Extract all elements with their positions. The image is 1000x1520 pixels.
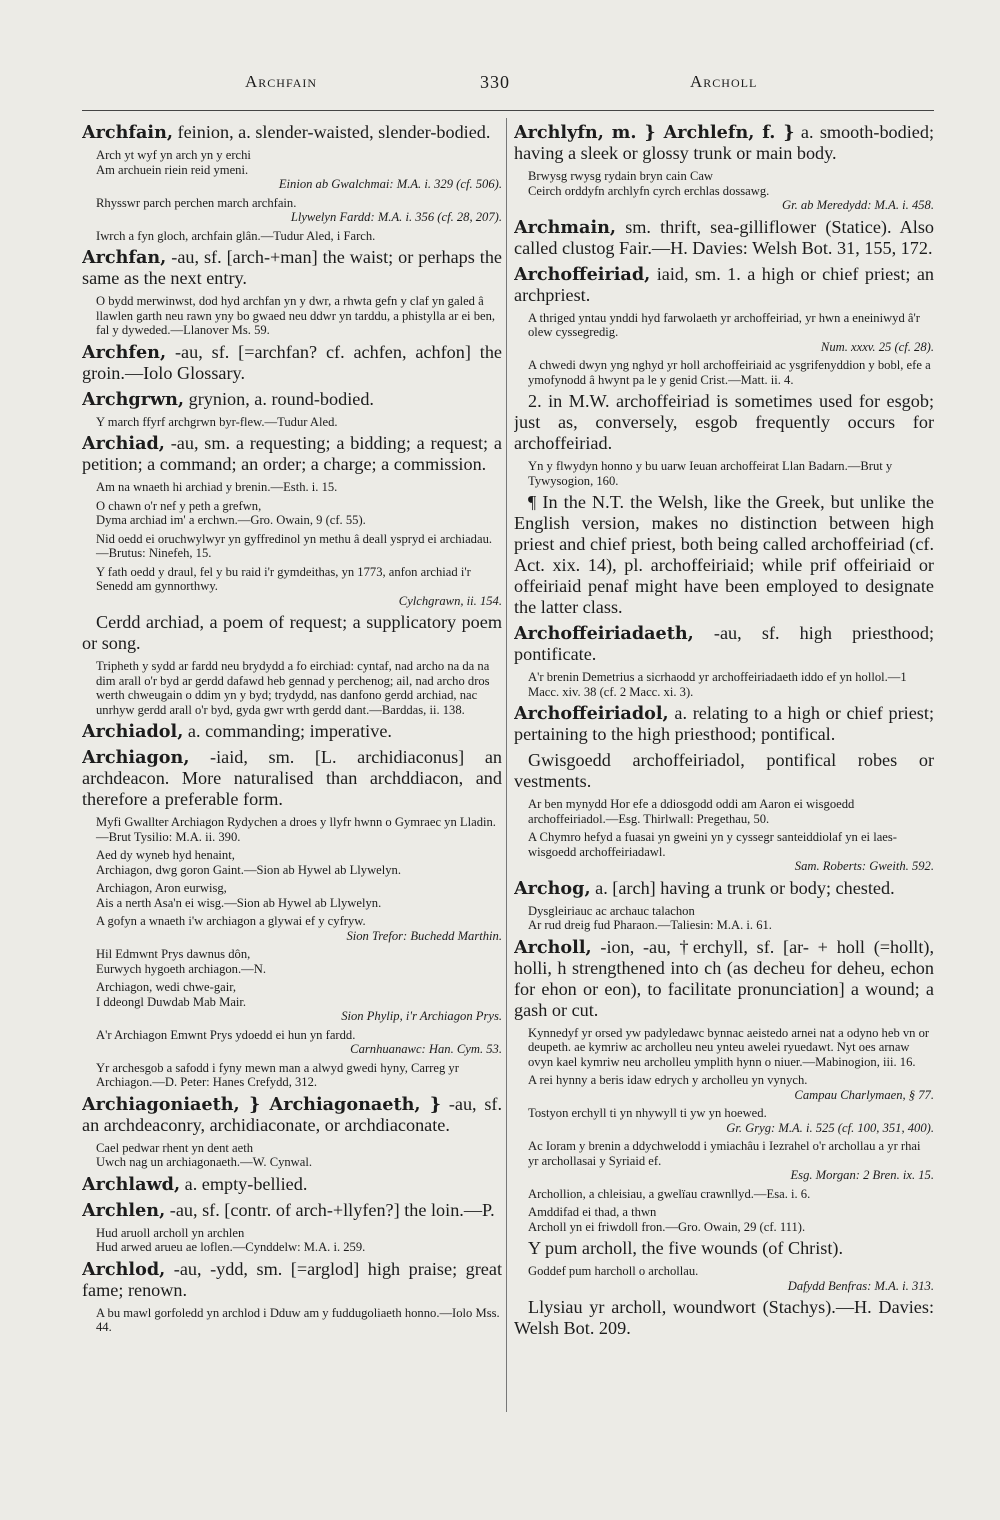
citation [96,848,502,877]
citation-line: A'r Archiagon Emwnt Prys ydoedd ei hun yn fardd. [96,1027,356,1042]
citation [96,1061,502,1090]
citation-line: Archiagon, wedi chwe-gair, [96,980,237,994]
citation-line: Myfi Gwallter Archiagon Rydychen a droes y llyfr hwnn o Gymraec yn Lladin.—Brut Tysilio: M.A. ii. 390. [96,815,496,844]
page-number: 330 [480,72,510,92]
entry-headword: Archoffeiriadol, [514,703,669,724]
citation-line: Ar ben mynydd Hor efe a ddiosgodd oddi am Aaron ei wisgoedd archoffeiriadol.—Esg. Thirlwall: Pregethau, 50. [528,797,855,826]
citation [528,1205,934,1234]
entry-sense: Gwisgoedd archoffeiriadol, pontifical robes or vestments. [514,750,934,791]
citation-source: Carnhuanawc: Han. Cym. 53. [350,1042,502,1056]
entry-headword: Archoffeiriadaeth, [514,623,694,644]
dictionary-entry [82,389,502,410]
entry-sense: Cerdd archiad, a poem of request; a supplicatory poem or song. [82,612,502,653]
citation [96,196,502,225]
running-head-left: Archfain [245,72,318,91]
column-divider [506,118,507,1412]
citation [96,148,502,192]
entry-definition: a. [arch] having a trunk or body; chested. [590,877,895,898]
entry-definition: feinion, a. slender-waisted, slender-bodied. [173,122,491,142]
citation [96,815,502,844]
citation-line: A bu mawl gorfoledd yn archlod i Dduw am y fuddugoliaeth honno.—Iolo Mss. 44. [96,1305,500,1334]
citation [96,532,502,561]
entry-definition: -ion, -au, †erchyll, sf. [ar- + holl (=hollt), holli, h strengthened into ch (as decheu for deheu, echon for ehon or eon), to facilitate pronunciation] a wound; a gash or cut. [514,936,934,1020]
citation [528,830,934,874]
citation-line: Arch yt wyf yn arch yn y erchi [96,148,251,162]
entry-definition: a. commanding; imperative. [183,721,392,741]
entry-definition: grynion, a. round-bodied. [184,388,374,409]
citation [528,1073,934,1102]
right-column [514,122,934,1512]
citation [96,294,502,338]
citation-line: Archiagon, Aron eurwisg, [96,881,227,895]
citation-line: Ceirch orddyfn archlyfn cyrch erchlas dossawg. [528,183,770,198]
entry-definition: a. smooth-bodied; having a sleek or glossy trunk or main body. [514,122,934,163]
citation-source: Sam. Roberts: Gweith. 592. [794,859,934,873]
entry-headword: Archog, [514,877,591,899]
citation-line: A rei hynny a beris idaw edrych y archolleu yn vynych. [528,1073,808,1087]
citation [96,1306,502,1335]
entry-headword: Archiadol, [82,721,184,742]
citation [528,670,934,699]
citation [528,1026,934,1070]
entry-headword: Archmain, [514,216,617,238]
dictionary-entry [82,247,502,289]
entry-definition: sm. thrift, sea-gilliflower (Statice). Also called clustog Fair.—H. Davies: Welsh Bot. 31, 155, 172. [514,216,934,258]
citation-source: Esg. Morgan: 2 Bren. ix. 15. [790,1168,934,1182]
citation [528,1106,934,1135]
dictionary-entry [82,1174,502,1195]
citation [528,459,934,488]
citation-line: Amddifad ei thad, a thwn [528,1205,657,1219]
entry-headword: Archiad, [82,433,165,454]
citation [528,1264,934,1293]
dictionary-entry [514,122,934,164]
citation [528,169,934,213]
citation-source: Sion Trefor: Buchedd Marthin. [346,928,502,943]
citation-line: Eurwych hygoeth archiagon.—N. [96,961,266,976]
citation-line: Archiagon, dwg goron Gaint.—Sion ab Hywel ab Llywelyn. [96,862,401,877]
citation-line: Ac Ioram y brenin a ddychwelodd i ymiachâu i Iezrahel o'r archollau a yr rhai yr archollasai y Syriaid ef. [528,1139,921,1168]
citation-line: Iwrch a fyn gloch, archfain glân.—Tudur Aled, i Farch. [96,228,376,243]
citation-line: Y fath oedd y draul, fel y bu raid i'r gymdeithas, yn 1773, anfon archiad i'r Senedd am gynnorthwy. [96,564,471,593]
citation-line: Aed dy wyneb hyd henaint, [96,848,235,862]
dictionary-entry [514,937,934,1021]
dictionary-entry [514,703,934,745]
citation-line: Hil Edmwnt Prys dawnus dôn, [96,947,251,961]
citation-line: A thriged yntau ynddi hyd farwolaeth yr archoffeiriad, yr hwn a eneiniwyd â'r olew cyssegredig. [528,310,920,339]
entry-definition: iaid, sm. 1. a high or chief priest; an archpriest. [514,263,934,305]
citation [96,565,502,609]
citation [528,1139,934,1183]
dictionary-entry [82,342,502,384]
citation-line: Dysgleiriauc ac archauc talachon [528,903,695,918]
citation [96,229,502,244]
citation-source: Dafydd Benfras: M.A. i. 313. [787,1278,934,1293]
citation-source: Einion ab Gwalchmai: M.A. i. 329 (cf. 506). [278,177,502,191]
citation-source: Sion Phylip, i'r Archiagon Prys. [341,1009,502,1023]
citation-source: Campau Charlymaen, § 77. [794,1087,934,1102]
citation-line: A Chymro hefyd a fuasai yn gweini yn y cyssegr santeiddiolaf yn ei laes-wisgoedd archoffeiriadawl. [528,830,897,859]
header-rule [82,110,934,111]
entry-headword: Archoffeiriad, [514,263,651,285]
dictionary-entry [82,122,502,143]
entry-headword: Archlyfn, m. } Archlefn, f. } [514,122,795,143]
entry-sense: Y pum archoll, the five wounds (of Christ). [528,1238,844,1258]
citation-line: O bydd merwinwst, dod hyd archfan yn y dwr, a rhwta gefn y claf yn galed â llawlen garth neu rawn yny bo gwaed neu ddwr yn tarddu, a phistylla ar ei ben, fal y dyweded.—Llanover Ms. 59. [96,294,496,337]
citation-line: Hud aruoll archoll yn archlen [96,1225,245,1240]
entry-headword: Archlawd, [82,1173,181,1195]
citation-line: Archoll yn ei friwdoll fron.—Gro. Owain, 29 (cf. 111). [528,1219,806,1234]
citation [96,480,502,495]
citation-line: Nid oedd ei oruchwylwyr yn gyffredinol yn methu â deall yspryd ei archiadau.—Brutus: Ninefeh, 15. [96,531,493,560]
entry-sense: 2. in M.W. archoffeiriad is sometimes used for esgob; just as, conversely, esgob frequently occurs for archoffeiriad. [514,391,934,453]
citation-line: Yr archesgob a safodd i fyny mewn man a alwyd gwedi hyny, Carreg yr Archiagon.—D. Peter: Hanes Crefydd, 312. [96,1060,459,1089]
entry-definition: -au, -ydd, sm. [=arglod] high praise; great fame; renown. [82,1258,502,1300]
entry-headword: Archlod, [82,1258,166,1280]
running-head-right: Archoll [690,72,758,91]
dictionary-entry [514,264,934,306]
citation [96,415,502,430]
citation-source: Gr. Gryg: M.A. i. 525 (cf. 100, 351, 400). [726,1120,934,1135]
citation-line: Yn y flwydyn honno y bu uarw Ieuan archoffeirat Llan Badarn.—Brut y Tywysogion, 160. [528,459,893,488]
entry-headword: Archlen, [82,1199,166,1221]
citation-line: A chwedi dwyn yng nghyd yr holl archoffeiriaid ac ysgrifenyddion y bobl, efe a ymofynodd â hwynt pa le y genid Crist.—Matt. ii. 4. [528,358,931,387]
dictionary-entry [514,217,934,259]
dictionary-entry [82,1094,502,1136]
entry-sense: Llysiau yr archoll, woundwort (Stachys).—H. Davies: Welsh Bot. 209. [514,1297,934,1338]
citation-line: Ais a nerth Asa'n ei wisg.—Sion ab Hywel ab Llywelyn. [96,895,382,910]
entry-headword: Archfen, [82,341,167,363]
citation [528,1187,934,1202]
entry-definition: -au, sf. an archdeaconry, archidiaconate, or archdiaconate. [82,1093,502,1135]
entry-definition: a. relating to a high or chief priest; pertaining to the high priesthood; pontifical. [514,703,934,744]
entry-definition: -au, sf. high priesthood; pontificate. [514,623,934,664]
dictionary-entry [82,1200,502,1221]
citation-line: Tripheth y sydd ar fardd neu brydydd a fo eirchiad: cyntaf, nad archo na da na dim arall o'r byd ar gerdd dafawd heb gennad y perchenog; ail, nad archo dros werth chweugain o ddim yn y byd; trydydd, nas danfono gerdd archiad, nac unrhyw gerdd arall o'r byd, gyda gwr wrth gerdd dant.—Barddas, ii. 138. [96,659,490,717]
citation [96,947,502,976]
citation-line: Am archuein riein reid ymeni. [96,162,249,177]
citation [96,659,502,717]
citation-line: A'r brenin Demetrius a sicrhaodd yr archoffeiriadaeth iddo ef yn hollol.—1 Macc. xiv. 38 (cf. 2 Macc. xi. 3). [528,670,907,699]
citation-line: A gofyn a wnaeth i'w archiagon a glywai ef y cyfryw. [96,914,366,928]
entry-definition: -au, sf. [contr. of arch-+llyfen?] the loin.—P. [165,1199,495,1220]
citation-line: Kynnedyf yr orsed yw padyledawc bynnac aeistedo arnei nat a odyno heb vn or deupeth. ae kymriw ac archolleu neu ynteu awelei ryuedawt. Nyt oes arnaw ovyn kael kymriw neu archolleu ymplith hynn o niuer.—Mabinogion, iii. 16. [528,1025,930,1069]
citation [96,1226,502,1255]
citation [528,358,934,387]
entry-definition: -au, sf. [arch-+man] the waist; or perhaps the same as the next entry. [82,247,502,288]
entry-headword: Archfan, [82,247,167,268]
entry-definition: -au, sf. [=archfan? cf. achfen, achfon] the groin.—Iolo Glossary. [82,341,502,383]
citation-source: Num. xxxv. 25 (cf. 28). [820,339,934,354]
citation [96,1028,502,1057]
citation [96,980,502,1024]
citation-line: Archollion, a chleisiau, a gwelïau crawnllyd.—Esa. i. 6. [528,1186,811,1201]
dictionary-entry [82,721,502,742]
citation-line: Am na wnaeth hi archiad y brenin.—Esth. i. 15. [96,480,338,494]
citation [528,311,934,355]
citation [96,499,502,528]
entry-definition: -iaid, sm. [L. archidiaconus] an archdeacon. More naturalised than archddiacon, and therefore a preferable form. [82,747,502,809]
dictionary-entry [514,878,934,899]
citation [96,881,502,910]
entry-sense: ¶ In the N.T. the Welsh, like the Greek, but unlike the English version, makes no distinction between high priest and chief priest, both being called archoffeiriad (cf. Act. xix. 14), pl. archoffeiriaid; while prif offeiriaid or offeiriaid penaf might have been employed to designate the latter class. [514,492,934,617]
entry-headword: Archiagon, [82,747,190,768]
citation [96,1141,502,1170]
citation-line: Y march ffyrf archgrwn byr-flew.—Tudur Aled. [96,414,338,429]
citation-line: Cael pedwar rhent yn dent aeth [96,1140,254,1155]
citation [528,797,934,826]
citation-source: Llywelyn Fardd: M.A. i. 356 (cf. 28, 207). [290,210,502,224]
left-column [82,122,502,1512]
dictionary-entry [82,1259,502,1301]
dictionary-entry [82,433,502,475]
citation-line: I ddeongl Duwdab Mab Mair. [96,994,247,1009]
entry-headword: Archfain, [82,122,173,143]
citation-line: Ar rud dreig fud Pharaon.—Taliesin: M.A. i. 61. [528,918,772,932]
citation-line: O chawn o'r nef y peth a grefwn, [96,498,262,513]
entry-definition: a. empty-bellied. [180,1173,308,1194]
citation-source: Gr. ab Meredydd: M.A. i. 458. [781,198,934,212]
citation-line: Dyma archiad im' a erchwn.—Gro. Owain, 9 (cf. 55). [96,513,366,527]
citation [96,914,502,943]
entry-headword: Archiagoniaeth, } Archiagonaeth, } [82,1093,442,1115]
entry-headword: Archoll, [514,936,592,958]
dictionary-entry [82,747,502,810]
entry-headword: Archgrwn, [82,388,185,410]
dictionary-entry [514,623,934,665]
citation-line: Uwch nag un archiagonaeth.—W. Cynwal. [96,1155,313,1169]
entry-definition: -au, sm. a requesting; a bidding; a request; a petition; a command; an order; a charge; a commission. [82,433,502,474]
citation-line: Brwysg rwysg rydain bryn cain Caw [528,169,714,183]
citation-line: Hud arwed arueu ae loflen.—Cynddelw: M.A. i. 259. [96,1240,366,1254]
citation-line: Goddef pum harcholl o archollau. [528,1264,699,1278]
citation-source: Cylchgrawn, ii. 154. [398,593,502,608]
citation-line: Tostyon erchyll ti yn nhywyll ti yw yn hoewed. [528,1106,767,1120]
citation [528,904,934,933]
citation-line: Rhysswr parch perchen march archfain. [96,195,297,210]
